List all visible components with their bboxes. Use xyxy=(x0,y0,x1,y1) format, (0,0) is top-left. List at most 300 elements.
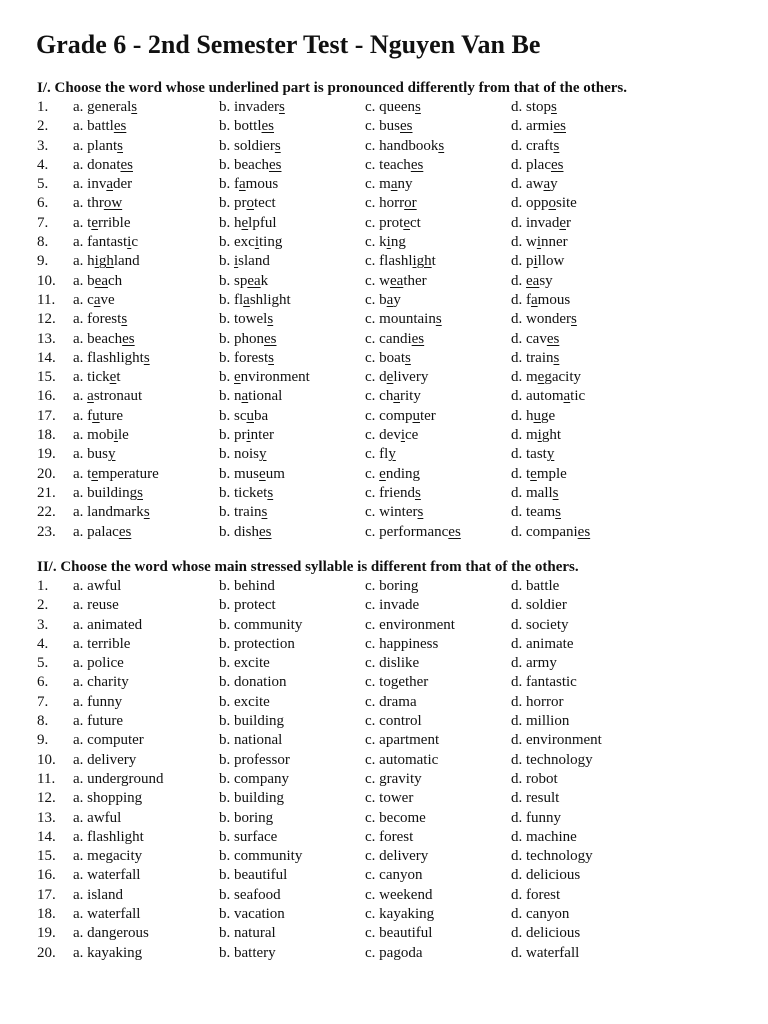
question-row xyxy=(37,635,737,654)
option-prefix: c. flashl xyxy=(365,253,413,270)
question-number: 21. xyxy=(37,484,56,501)
answer-option xyxy=(511,731,641,750)
answer-option xyxy=(511,770,641,789)
option-underlined: s xyxy=(553,349,560,366)
answer-option xyxy=(219,368,365,387)
answer-option xyxy=(219,616,365,635)
option-underlined: s xyxy=(435,311,442,328)
question-row xyxy=(37,310,737,329)
option-prefix: b. xyxy=(219,253,234,270)
question-row xyxy=(37,387,737,406)
answer-option xyxy=(219,770,365,789)
answer-option xyxy=(511,654,641,673)
option-prefix: d. battle xyxy=(511,578,560,594)
question-row xyxy=(37,809,737,828)
option-prefix: d. delicious xyxy=(511,925,581,942)
answer-option xyxy=(365,751,511,770)
option-underlined: a xyxy=(543,176,551,193)
option-prefix: c. comp xyxy=(365,407,413,424)
option-underlined: y xyxy=(108,446,116,463)
answer-option xyxy=(511,712,641,731)
option-suffix: y xyxy=(550,176,558,193)
answer-option xyxy=(219,635,365,654)
answer-option xyxy=(219,194,365,213)
answer-option xyxy=(73,789,219,808)
answer-option xyxy=(511,503,641,522)
option-prefix: b. pr xyxy=(219,195,247,212)
option-prefix: b. professor xyxy=(219,751,290,768)
option-prefix: a. inv xyxy=(73,176,107,193)
answer-option xyxy=(365,387,511,406)
answer-option xyxy=(219,98,365,117)
option-underlined: s xyxy=(414,99,421,115)
answer-option xyxy=(365,503,511,522)
question-row xyxy=(37,233,737,252)
option-prefix: d. h xyxy=(511,407,534,424)
answer-option xyxy=(511,673,641,692)
option-prefix: c. winter xyxy=(365,504,418,521)
answer-option xyxy=(365,577,511,596)
answer-option xyxy=(73,731,219,750)
option-prefix: c. boring xyxy=(365,578,419,594)
answer-option xyxy=(511,310,641,329)
answer-option xyxy=(219,944,365,963)
option-suffix: ba xyxy=(254,407,269,424)
option-prefix: a. t xyxy=(73,465,92,482)
answer-option xyxy=(73,654,219,673)
option-underlined: es xyxy=(259,523,272,540)
option-prefix: a. beach xyxy=(73,330,123,347)
question-row xyxy=(37,789,737,808)
option-prefix: c. queen xyxy=(365,99,415,115)
answer-option xyxy=(219,712,365,731)
answer-option xyxy=(365,654,511,673)
option-suffix: stronaut xyxy=(93,388,143,405)
answer-option xyxy=(219,523,365,542)
option-underlined: s xyxy=(552,484,559,501)
option-prefix: d. tast xyxy=(511,446,547,463)
option-underlined: es xyxy=(261,118,275,135)
option-prefix: d. environment xyxy=(511,732,602,749)
option-underlined: e xyxy=(379,465,386,482)
option-prefix: c. automatic xyxy=(365,751,439,768)
question-number: 12. xyxy=(37,790,56,807)
answer-option xyxy=(365,809,511,828)
option-suffix: mperature xyxy=(98,465,159,482)
option-underlined: a xyxy=(87,388,94,405)
option-suffix: um xyxy=(265,465,285,482)
option-underlined: es xyxy=(546,330,560,347)
answer-option xyxy=(511,828,641,847)
option-suffix: ch xyxy=(108,272,123,289)
question-row xyxy=(37,673,737,692)
question-number: 13. xyxy=(37,809,56,826)
question-row xyxy=(37,577,737,596)
option-suffix: t xyxy=(116,369,121,386)
answer-option xyxy=(73,194,219,213)
question-row xyxy=(37,330,737,349)
option-prefix: a. general xyxy=(73,99,132,115)
option-underlined: s xyxy=(143,349,150,366)
option-underlined: ea xyxy=(94,272,108,289)
question-number: 5. xyxy=(37,655,49,672)
option-prefix: d. train xyxy=(511,349,554,366)
answer-option xyxy=(219,751,365,770)
question-row xyxy=(37,523,737,542)
answer-option xyxy=(219,175,365,194)
option-prefix: b. exc xyxy=(219,234,255,251)
option-prefix: d. p xyxy=(511,253,534,270)
answer-option xyxy=(365,596,511,615)
answer-option xyxy=(219,233,365,252)
option-prefix: d. result xyxy=(511,790,560,807)
answer-option xyxy=(219,828,365,847)
question-number: 8. xyxy=(37,713,49,730)
answer-option xyxy=(219,291,365,310)
answer-option xyxy=(219,214,365,233)
answer-option xyxy=(365,310,511,329)
question-number: 7. xyxy=(37,214,49,231)
question-row xyxy=(37,445,737,464)
option-suffix: y xyxy=(393,291,401,308)
question-number: 14. xyxy=(37,349,56,366)
option-prefix: d. aw xyxy=(511,176,544,193)
option-prefix: b. behind xyxy=(219,578,275,594)
question-row xyxy=(37,426,737,445)
option-prefix: a. f xyxy=(73,407,93,424)
question-row xyxy=(37,291,737,310)
option-suffix: nner xyxy=(541,234,568,251)
option-prefix: a. palac xyxy=(73,523,119,540)
option-underlined: es xyxy=(553,118,566,135)
option-prefix: b. boring xyxy=(219,809,274,826)
option-suffix: le xyxy=(118,427,129,444)
option-underlined: o xyxy=(246,195,254,212)
question-number: 11. xyxy=(37,770,56,787)
answer-option xyxy=(73,673,219,692)
option-underlined: a xyxy=(106,176,113,193)
option-underlined: i xyxy=(536,234,542,251)
option-underlined: s xyxy=(278,99,285,115)
option-prefix: d. animate xyxy=(511,635,574,652)
option-underlined: es xyxy=(118,523,132,540)
question-number: 2. xyxy=(37,118,49,135)
question-row xyxy=(37,847,737,866)
option-prefix: b. community xyxy=(219,616,303,633)
question-row xyxy=(37,866,737,885)
question-row xyxy=(37,616,737,635)
answer-option xyxy=(73,751,219,770)
option-prefix: b. building xyxy=(219,713,285,730)
option-prefix: b. excite xyxy=(219,693,270,710)
question-number: 13. xyxy=(37,330,56,347)
answer-option xyxy=(511,98,641,117)
question-row xyxy=(37,770,737,789)
option-prefix: b. seafood xyxy=(219,886,281,903)
option-prefix: c. drama xyxy=(365,693,417,710)
option-suffix: ny xyxy=(397,176,413,193)
option-prefix: d. armi xyxy=(511,118,554,135)
section-heading: I/. Choose the word whose underlined part is pronounced differently from that of the others. xyxy=(37,80,628,96)
option-underlined: e xyxy=(234,369,241,386)
option-underlined: a xyxy=(390,176,398,193)
option-underlined: u xyxy=(92,407,100,424)
option-suffix: llow xyxy=(537,253,565,270)
question-number: 15. xyxy=(37,369,56,386)
option-suffix: tional xyxy=(248,388,283,405)
option-underlined: s xyxy=(404,349,411,366)
answer-option xyxy=(73,503,219,522)
option-prefix: b. national xyxy=(219,732,283,749)
answer-option xyxy=(511,233,641,252)
answer-option xyxy=(73,635,219,654)
answer-option xyxy=(73,847,219,866)
option-prefix: a. battl xyxy=(73,118,114,135)
option-prefix: a. flashlight xyxy=(73,349,144,366)
option-suffix: shlight xyxy=(249,291,291,308)
option-underlined: e xyxy=(537,369,545,386)
answer-option xyxy=(73,828,219,847)
option-underlined: es xyxy=(264,330,277,347)
option-prefix: a. police xyxy=(73,655,124,672)
answer-option xyxy=(73,693,219,712)
option-prefix: b. fl xyxy=(219,291,244,308)
answer-option xyxy=(365,886,511,905)
question-row xyxy=(37,751,737,770)
option-prefix: d. machine xyxy=(511,828,577,845)
question-number: 9. xyxy=(37,732,49,749)
option-prefix: c. boat xyxy=(365,349,405,366)
answer-option xyxy=(365,137,511,156)
option-underlined: s xyxy=(267,484,274,501)
option-prefix: d. f xyxy=(511,291,531,308)
option-suffix: tic xyxy=(570,388,586,405)
answer-option xyxy=(219,465,365,484)
answer-option xyxy=(511,445,641,464)
option-prefix: b. vacation xyxy=(219,906,285,923)
question-row xyxy=(37,156,737,175)
option-prefix: b. h xyxy=(219,214,242,231)
option-prefix: c. dislike xyxy=(365,655,420,672)
option-prefix: d. robot xyxy=(511,770,558,787)
option-underlined: s xyxy=(143,504,150,521)
answer-option xyxy=(511,426,641,445)
option-prefix: b. company xyxy=(219,770,289,787)
answer-option xyxy=(219,407,365,426)
question-number: 23. xyxy=(37,523,56,540)
question-row xyxy=(37,905,737,924)
answer-option xyxy=(73,272,219,291)
option-underlined: s xyxy=(551,99,557,115)
section-pronunciation xyxy=(37,78,737,542)
option-prefix: d. forest xyxy=(511,886,561,903)
option-underlined: s xyxy=(571,311,577,328)
option-suffix: mous xyxy=(245,176,279,193)
answer-option xyxy=(511,693,641,712)
option-suffix: ct xyxy=(410,214,421,231)
answer-option xyxy=(219,789,365,808)
option-prefix: c. happiness xyxy=(365,635,439,652)
option-prefix: d. fantastic xyxy=(511,674,577,691)
answer-option xyxy=(219,349,365,368)
option-underlined: igh xyxy=(412,253,432,270)
option-prefix: a. terrible xyxy=(73,635,131,652)
option-prefix: c. control xyxy=(365,713,422,730)
option-underlined: a xyxy=(241,388,249,405)
answer-option xyxy=(365,175,511,194)
option-prefix: b. forest xyxy=(219,349,269,366)
answer-option xyxy=(365,731,511,750)
option-underlined: a xyxy=(243,291,250,308)
option-underlined: s xyxy=(137,484,144,501)
question-number: 1. xyxy=(37,99,49,115)
option-suffix: livery xyxy=(393,369,429,386)
option-suffix: ter xyxy=(419,407,436,424)
answer-option xyxy=(219,156,365,175)
answer-option xyxy=(73,886,219,905)
answer-option xyxy=(511,272,641,291)
option-prefix: a. waterfall xyxy=(73,867,141,884)
option-prefix: b. building xyxy=(219,790,285,807)
option-prefix: c. apartment xyxy=(365,732,440,749)
question-row xyxy=(37,731,737,750)
option-underlined: e xyxy=(403,214,410,231)
option-prefix: d. million xyxy=(511,713,570,730)
option-prefix: c. candi xyxy=(365,330,412,347)
question-number: 3. xyxy=(37,616,49,633)
option-underlined: a xyxy=(393,388,400,405)
question-number: 2. xyxy=(37,597,49,614)
option-prefix: a. fantast xyxy=(73,234,128,251)
option-underlined: e xyxy=(530,465,537,482)
option-underlined: s xyxy=(117,137,123,154)
question-row xyxy=(37,596,737,615)
option-prefix: b. surface xyxy=(219,828,278,845)
option-prefix: c. bus xyxy=(365,118,400,135)
option-prefix: c. horr xyxy=(365,195,405,212)
option-underlined: e xyxy=(241,214,249,231)
option-underlined: s xyxy=(417,504,424,521)
question-number: 17. xyxy=(37,886,56,903)
answer-option xyxy=(73,137,219,156)
option-underlined: i xyxy=(246,427,251,444)
option-prefix: b. phon xyxy=(219,330,264,347)
question-number: 1. xyxy=(37,578,49,594)
option-prefix: d. autom xyxy=(511,388,564,405)
answer-option xyxy=(219,654,365,673)
option-underlined: u xyxy=(412,407,420,424)
question-number: 15. xyxy=(37,848,56,865)
option-prefix: c. ch xyxy=(365,388,394,405)
option-prefix: b. beach xyxy=(219,156,269,173)
question-number: 19. xyxy=(37,925,56,942)
question-number: 18. xyxy=(37,906,56,923)
option-suffix: c xyxy=(131,234,138,251)
answer-option xyxy=(219,596,365,615)
option-prefix: a. t xyxy=(73,214,92,231)
question-number: 16. xyxy=(37,388,56,405)
question-number: 4. xyxy=(37,635,49,652)
option-prefix: a. awful xyxy=(73,809,122,826)
option-underlined: i xyxy=(386,234,391,251)
option-prefix: b. excite xyxy=(219,655,270,672)
option-prefix: b. nois xyxy=(219,446,260,463)
option-underlined: i xyxy=(127,234,132,251)
option-underlined: es xyxy=(410,156,424,173)
answer-option xyxy=(73,252,219,271)
option-prefix: d. stop xyxy=(511,99,552,115)
option-prefix: b. train xyxy=(219,504,262,521)
option-underlined: u xyxy=(246,407,254,424)
option-suffix: ge xyxy=(541,407,556,424)
option-prefix: a. island xyxy=(73,886,123,903)
question-number: 3. xyxy=(37,137,49,154)
option-prefix: b. invader xyxy=(219,99,279,115)
question-row xyxy=(37,214,737,233)
option-prefix: a. tick xyxy=(73,369,110,386)
option-prefix: b. protect xyxy=(219,597,276,614)
option-prefix: a. mob xyxy=(73,427,114,444)
answer-option xyxy=(73,712,219,731)
option-prefix: a. plant xyxy=(73,137,118,154)
question-row xyxy=(37,117,737,136)
option-underlined: es xyxy=(577,523,591,540)
question-number: 17. xyxy=(37,407,56,424)
option-suffix: rrible xyxy=(98,214,131,231)
question-row xyxy=(37,98,737,117)
option-prefix: d. m xyxy=(511,427,538,444)
option-prefix: c. weekend xyxy=(365,886,433,903)
option-suffix: r xyxy=(566,214,571,231)
answer-option xyxy=(511,924,641,943)
answer-option xyxy=(73,117,219,136)
option-underlined: e xyxy=(259,465,266,482)
option-suffix: ting xyxy=(259,234,283,251)
option-suffix: ng xyxy=(390,234,406,251)
option-prefix: c. forest xyxy=(365,828,414,845)
answer-option xyxy=(511,635,641,654)
answer-option xyxy=(73,387,219,406)
option-prefix: b. pr xyxy=(219,427,247,444)
answer-option xyxy=(219,310,365,329)
option-prefix: b. xyxy=(219,369,234,386)
answer-option xyxy=(219,731,365,750)
answer-option xyxy=(365,98,511,117)
answer-option xyxy=(219,445,365,464)
answer-option xyxy=(365,484,511,503)
answer-option xyxy=(511,751,641,770)
page-title: Grade 6 - 2nd Semester Test - Nguyen Van Be xyxy=(36,30,541,59)
answer-option xyxy=(73,349,219,368)
option-suffix: nding xyxy=(385,465,421,482)
option-prefix: c. pagoda xyxy=(365,944,423,961)
answer-option xyxy=(73,809,219,828)
answer-option xyxy=(511,847,641,866)
option-prefix: c. kayaking xyxy=(365,906,435,923)
answer-option xyxy=(511,330,641,349)
question-number: 16. xyxy=(37,867,56,884)
option-prefix: a. b xyxy=(73,272,95,289)
option-prefix: d. delicious xyxy=(511,867,581,884)
option-underlined: s xyxy=(267,311,274,328)
answer-option xyxy=(365,789,511,808)
answer-option xyxy=(219,809,365,828)
option-suffix: ght xyxy=(541,427,562,444)
answer-option xyxy=(219,330,365,349)
option-prefix: c. friend xyxy=(365,484,415,501)
answer-option xyxy=(511,484,641,503)
option-prefix: d. soldier xyxy=(511,597,567,614)
